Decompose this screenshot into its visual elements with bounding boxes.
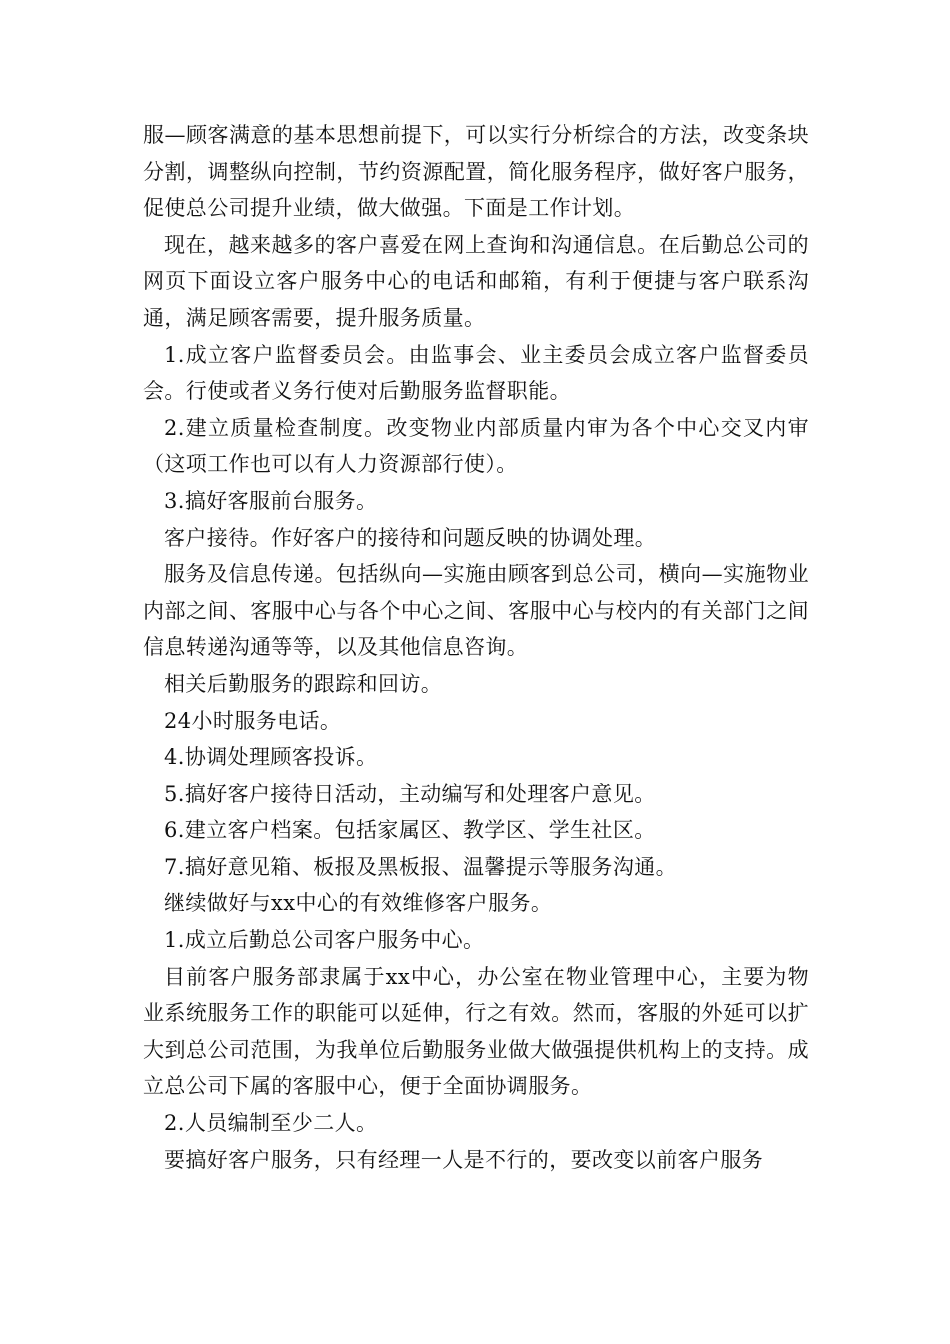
paragraph-current-status: 目前客户服务部隶属于xx中心，办公室在物业管理中心，主要为物业系统服务工作的职能可以延伸，行之有效。然而，客服的外延可以扩大到总公司范围，为我单位后勤服务业做大做强提供机构上的支持。成立总公司下属的客服中心，便于全面协调服务。 [143, 964, 809, 1099]
paragraph-item-4-complaints: 4.协调处理顾客投诉。 [164, 745, 378, 770]
paragraph-reception: 客户接待。作好客户的接待和问题反映的协调处理。 [164, 525, 657, 550]
paragraph-24h-hotline: 24小时服务电话。 [164, 708, 342, 733]
paragraph-item-2-staffing: 2.人员编制至少二人。 [164, 1111, 378, 1136]
paragraph-staffing-detail: 要搞好客户服务，只有经理一人是不行的，要改变以前客户服务 [164, 1147, 764, 1172]
paragraph-item-3-front-desk: 3.搞好客服前台服务。 [164, 488, 378, 513]
paragraph-item-1-service-center: 1.成立后勤总公司客户服务中心。 [164, 928, 485, 953]
paragraph-item-2-quality: 2.建立质量检查制度。改变物业内部质量内审为各个中心交叉内审（这项工作也可以有人力资源部行使）。 [143, 415, 809, 477]
paragraph-item-7-communication: 7.搞好意见箱、板报及黑板报、温馨提示等服务沟通。 [164, 854, 678, 879]
paragraph-online-service: 现在，越来越多的客户喜爱在网上查询和沟通信息。在后勤总公司的网页下面设立客户服务中心的电话和邮箱，有利于便捷与客户联系沟通，满足顾客需要，提升服务质量。 [143, 232, 809, 330]
paragraph-item-6-archives: 6.建立客户档案。包括家属区、教学区、学生社区。 [164, 818, 656, 843]
document-body [143, 117, 809, 1178]
paragraph-continuation: 服—顾客满意的基本思想前提下，可以实行分析综合的方法，改变条块分割，调整纵向控制，节约资源配置，简化服务程序，做好客户服务，促使总公司提升业绩，做大做强。下面是工作计划。 [143, 123, 809, 221]
paragraph-item-1-supervision: 1.成立客户监督委员会。由监事会、业主委员会成立客户监督委员会。行使或者义务行使对后勤服务监督职能。 [143, 342, 809, 404]
paragraph-info-transfer: 服务及信息传递。包括纵向—实施由顾客到总公司，横向—实施物业内部之间、客服中心与各个中心之间、客服中心与校内的有关部门之间信息转递沟通等等，以及其他信息咨询。 [143, 562, 809, 660]
paragraph-follow-up: 相关后勤服务的跟踪和回访。 [164, 671, 443, 696]
paragraph-maintenance: 继续做好与xx中心的有效维修客户服务。 [164, 891, 553, 916]
paragraph-item-5-reception-day: 5.搞好客户接待日活动，主动编写和处理客户意见。 [164, 781, 656, 806]
